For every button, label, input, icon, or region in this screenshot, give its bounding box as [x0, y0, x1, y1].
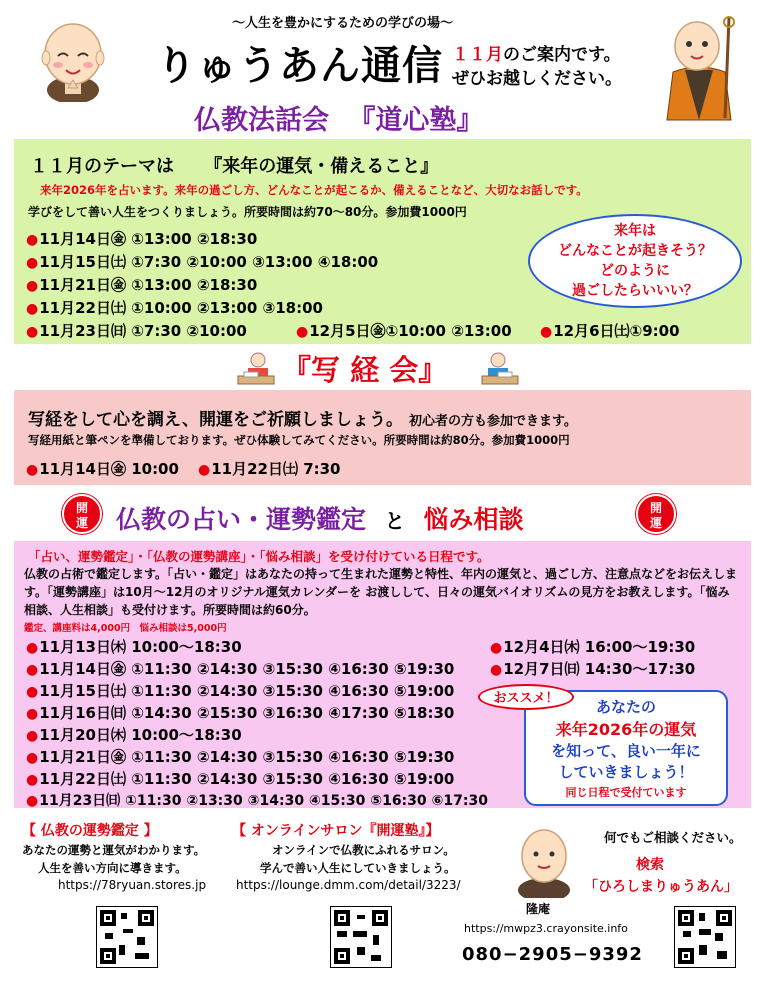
promo-line-3: を知って、良い一年に — [551, 742, 701, 760]
fortune-fee: 鑑定、講座料は4,000円 悩み相談は5,000円 — [24, 623, 227, 634]
invite-text: ぜひお越しください。 — [452, 69, 622, 89]
fortune-schedule-5: ●11月20日㈭ 10:00〜18:30 — [26, 726, 242, 744]
bubble-line-1: 来年は — [614, 223, 656, 239]
fortune-schedule-dec-2: ●12月7日㈰ 14:30〜17:30 — [490, 660, 696, 678]
salon-line-2: 学んで善い人生にしていきましょう。 — [260, 861, 456, 875]
promo-line-1: あなたの — [595, 698, 656, 716]
dojo-schedule-5: ●11月23日㈰ ①7:30 ②10:00 — [26, 322, 247, 340]
fortune-schedule-1: ●11月13日㈭ 10:00〜18:30 — [26, 638, 242, 656]
fortune-heading — [116, 500, 523, 536]
bubble-line-3: どのように — [600, 263, 670, 279]
fortune-heading-a: 仏教の占い・運勢鑑定 — [116, 505, 367, 534]
monk-portrait-illustration — [512, 826, 576, 898]
fortune-schedule-3: ●11月15日㈯ ①11:30 ②14:30 ③15:30 ④16:30 ⑤19:00 — [26, 682, 455, 700]
promo-line-2: 来年2026年の運気 — [555, 720, 697, 739]
shakyo-main: 写経をして心を調え、開運をご祈願しましょう。 — [28, 410, 404, 430]
fortune-schedule-4: ●11月16日㈰ ①14:30 ②15:30 ③16:30 ④17:30 ⑤18:30 — [26, 704, 455, 722]
qr-code-fortune[interactable] — [96, 906, 158, 968]
tagline: 〜人生を豊かにするための学びの場〜 — [232, 16, 454, 31]
fortune-intro: 「占い、運勢鑑定」・「仏教の運勢講座」・「悩み相談」を受け付けている日程です。 — [28, 549, 490, 564]
fortune-schedule-7: ●11月22日㈯ ①11:30 ②14:30 ③15:30 ④16:30 ⑤19:00 — [26, 770, 455, 788]
dojo-desc-red: 来年2026年を占います。来年の過ごし方、どんなことが起こるか、備えることなど、大切なお話しです。 — [40, 183, 588, 197]
dojo-theme — [30, 152, 438, 178]
dojo-heading — [194, 98, 483, 137]
fortune-service-url[interactable]: https://78ryuan.stores.jp — [58, 878, 207, 892]
promo-line-4: していきましょう！ — [558, 763, 694, 781]
shakyo-schedule-1: ●11月14日㊎ 10:00 — [26, 460, 179, 478]
salon-title: 【 オンラインサロン『開運塾』】 — [232, 823, 440, 839]
search-label: 検索 — [636, 857, 664, 873]
dojo-schedule-4: ●11月22日㈯ ①10:00 ②13:00 ③18:00 — [26, 299, 323, 317]
newsletter-title: りゅうあん通信 — [156, 43, 443, 89]
fortune-heading-to: と — [384, 509, 405, 533]
kaiun-badge-right: 開運 — [636, 494, 676, 534]
dojo-schedule-2: ●11月15日㈯ ①7:30 ②10:00 ③13:00 ④18:00 — [26, 253, 379, 271]
dojo-desc: 学びをして善い人生をつくりましょう。所要時間は約70〜80分。参加費1000円 — [28, 205, 467, 219]
monk-illustration — [38, 18, 108, 102]
question-bubble — [528, 214, 742, 308]
fortune-desc: 仏教の占術で鑑定します。「占い・鑑定」はあなたの持って生まれた運勢と特性、年内の運気と、過ごし方、注意点などをお伝えします。「運勢講座」は10月〜12月のオリジナル運気カレンダーを お渡しして、日々の運気バイオリズムの見方をお教えします。「悩み相談、人生相談」も受付けます。所要時間は約60分。 — [24, 567, 738, 617]
salon-url[interactable]: https://lounge.dmm.com/detail/3223/ — [236, 878, 461, 892]
shakyo-line-1 — [28, 405, 577, 430]
dojo-schedule-1: ●11月14日㊎ ①13:00 ②18:30 — [26, 230, 258, 248]
qr-code-site[interactable] — [674, 906, 736, 968]
fortune-schedule-6: ●11月21日㊎ ①11:30 ②14:30 ③15:30 ④16:30 ⑤19:30 — [26, 748, 455, 766]
month-text: のご案内です。 — [503, 45, 621, 65]
writing-person-right-illustration — [478, 350, 522, 388]
shakyo-beginner: 初心者の方も参加できます。 — [408, 414, 577, 429]
shakyo-heading: 『写 経 会』 — [282, 353, 448, 387]
phone-number[interactable]: 080−2905−9392 — [462, 944, 643, 965]
kaiun-badge-left: 開運 — [62, 494, 102, 534]
shakyo-schedule-2: ●11月22日㈯ 7:30 — [198, 460, 341, 478]
qr-code-salon[interactable] — [330, 906, 392, 968]
fortune-service-title: 【 仏教の運勢鑑定 】 — [22, 823, 158, 839]
dojo-schedule-3: ●11月21日㊎ ①13:00 ②18:30 — [26, 276, 258, 294]
theme-label: １１月のテーマは — [30, 156, 174, 177]
fortune-schedule-8: ●11月23日㈰ ①11:30 ②13:30 ③14:30 ④15:30 ⑤16:30 ⑥17:30 — [26, 793, 488, 809]
promo-note: 同じ日程で受付ています — [565, 786, 687, 799]
dojo-schedule-6: ●12月5日㊎①10:00 ②13:00 — [296, 322, 512, 340]
shakyo-line-2: 写経用紙と筆ペンを準備しております。ぜひ体験してみてください。所要時間は約80分。参加費1000円 — [28, 433, 570, 447]
monk-character-illustration — [655, 14, 743, 122]
fortune-service-line-2: 人生を善い方向に導きます。 — [38, 861, 187, 875]
monk-name: 隆庵 — [526, 902, 551, 916]
month-number: １１月 — [452, 45, 503, 65]
dojo-heading-a: 仏教法話会 — [194, 105, 329, 136]
theme-text: 『来年の運気・備えること』 — [204, 156, 439, 177]
fortune-service-line-1: あなたの運勢と運気がわかります。 — [22, 843, 206, 857]
bubble-line-4: 過ごしたらいいい？ — [572, 283, 698, 299]
salon-line-1: オンラインで仏教にふれるサロン。 — [272, 843, 455, 857]
bubble-line-2: どんなことが起きそう？ — [558, 243, 712, 259]
recommend-tag: おススメ！ — [478, 684, 574, 710]
writing-person-left-illustration — [234, 350, 278, 388]
dojo-schedule-7: ●12月6日㈯①9:00 — [540, 322, 680, 340]
site-url[interactable]: https://mwpz3.crayonsite.info — [464, 922, 628, 935]
fortune-schedule-dec-1: ●12月4日㈭ 16:00〜19:30 — [490, 638, 696, 656]
month-announcement — [452, 40, 621, 65]
consult-text: 何でもご相談ください。 — [604, 830, 742, 845]
fortune-heading-b: 悩み相談 — [423, 505, 524, 534]
fortune-schedule-2: ●11月14日㊎ ①11:30 ②14:30 ③15:30 ④16:30 ⑤19:30 — [26, 660, 455, 678]
search-term: 「ひろしまりゅうあん」 — [584, 879, 738, 895]
dojo-heading-b: 『道心塾』 — [348, 105, 484, 136]
